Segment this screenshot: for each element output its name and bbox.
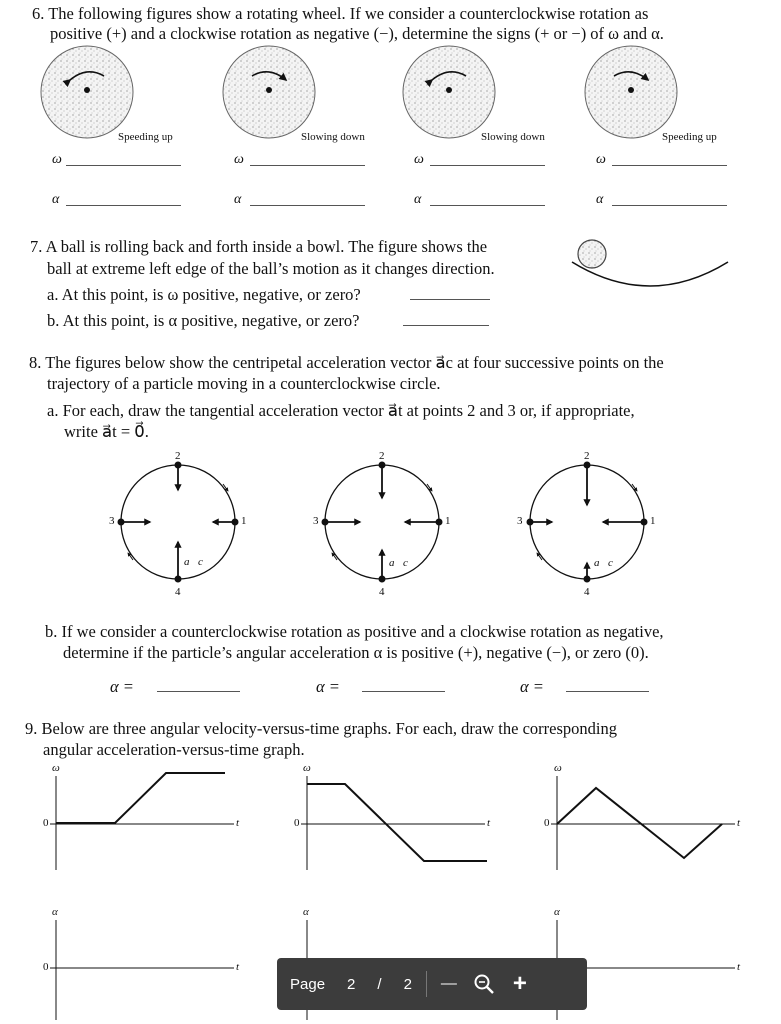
fig1-point-1: 1 xyxy=(241,515,247,527)
q8-b-line2: determine if the particle’s angular acceleration α is positive (+), negative (−), or zero (0). xyxy=(63,643,649,662)
omega-graph-1 xyxy=(50,773,234,870)
zoom-icon xyxy=(473,973,495,995)
alpha-symbol-1: α xyxy=(52,192,60,207)
zoom-in-button[interactable]: + xyxy=(512,970,527,997)
omega-symbol-4: ω xyxy=(596,152,606,167)
bowl-figure xyxy=(572,240,728,286)
fig2-point-1: 1 xyxy=(445,515,451,527)
omega-axis-label-1: ω xyxy=(52,762,60,774)
page-toolbar xyxy=(277,958,587,1010)
omega-zero-label-3: 0 xyxy=(544,817,550,829)
alpha-graph-1 xyxy=(50,920,234,1020)
fig2-point-2: 2 xyxy=(379,450,385,462)
current-page-input[interactable]: 2 xyxy=(347,975,356,993)
fig2-point-4: 4 xyxy=(379,586,385,598)
q7-line1: 7. A ball is rolling back and forth inside a bowl. The figure shows the xyxy=(30,237,488,256)
circle-figure-3 xyxy=(527,462,648,583)
alpha-eq-answer-1[interactable] xyxy=(157,690,240,692)
alpha-axis-label-3: α xyxy=(554,906,560,918)
alpha-symbol-2: α xyxy=(234,192,242,207)
wheel-2-label: Slowing down xyxy=(301,131,365,143)
omega-answer-2[interactable] xyxy=(250,164,365,166)
q8-a-line2: write a⃗t = 0⃗. xyxy=(64,422,149,441)
alpha-axis-label-2: α xyxy=(303,906,309,918)
omega-zero-label-1: 0 xyxy=(43,817,49,829)
circle-figure-2 xyxy=(322,462,443,583)
q7-answer-b[interactable] xyxy=(403,324,489,326)
q7-answer-a[interactable] xyxy=(410,298,490,300)
wheel-4 xyxy=(585,46,677,138)
zoom-out-button[interactable]: — xyxy=(440,975,457,992)
omega-t-label-2: t xyxy=(487,817,491,829)
omega-answer-4[interactable] xyxy=(612,164,727,166)
alpha-symbol-4: α xyxy=(596,192,604,207)
q6-line2: positive (+) and a clockwise rotation as negative (−), determine the signs (+ or −) of ω and α. xyxy=(50,24,664,43)
omega-symbol-2: ω xyxy=(234,152,244,167)
fig3-point-3: 3 xyxy=(517,515,523,527)
q7-line2: ball at extreme left edge of the ball’s motion as it changes direction. xyxy=(47,259,495,278)
alpha-answer-3[interactable] xyxy=(430,204,545,206)
omega-graph-3 xyxy=(551,776,735,870)
total-pages: 2 xyxy=(403,975,412,993)
omega-answer-3[interactable] xyxy=(430,164,545,166)
omega-t-label-1: t xyxy=(236,817,240,829)
alpha-symbol-3: α xyxy=(414,192,422,207)
omega-graph-2 xyxy=(301,776,487,870)
alpha-zero-label-1: 0 xyxy=(43,961,49,973)
q8-b-line1: b. If we consider a counterclockwise rotation as positive and a clockwise rotation as negative, xyxy=(45,622,664,641)
wheel-4-label: Speeding up xyxy=(662,131,717,143)
fig3-vector-label: a⃗c xyxy=(594,557,613,569)
q7-part-b: b. At this point, is α positive, negative, or zero? xyxy=(47,311,360,330)
alpha-eq-1: α = xyxy=(110,677,134,696)
alpha-eq-3: α = xyxy=(520,677,544,696)
omega-t-label-3: t xyxy=(737,817,741,829)
q8-line2: trajectory of a particle moving in a counterclockwise circle. xyxy=(47,374,441,393)
fig3-point-4: 4 xyxy=(584,586,590,598)
q8-a-line1: a. For each, draw the tangential acceleration vector a⃗t at points 2 and 3 or, if appropriate, xyxy=(47,401,635,420)
fig1-vector-label: a⃗c xyxy=(184,556,203,568)
fig1-point-2: 2 xyxy=(175,450,181,462)
fig2-point-3: 3 xyxy=(313,515,319,527)
omega-zero-label-2: 0 xyxy=(294,817,300,829)
omega-axis-label-3: ω xyxy=(554,762,562,774)
alpha-answer-2[interactable] xyxy=(250,204,365,206)
omega-axis-label-2: ω xyxy=(303,762,311,774)
fig2-vector-label: a⃗c xyxy=(389,557,408,569)
q6-line1: 6. The following figures show a rotating wheel. If we consider a counterclockwise rotation as xyxy=(32,4,649,23)
alpha-answer-1[interactable] xyxy=(66,204,181,206)
omega-symbol-1: ω xyxy=(52,152,62,167)
toolbar-divider xyxy=(426,971,427,997)
alpha-t-label-1: t xyxy=(236,961,240,973)
q7-part-a: a. At this point, is ω positive, negative, or zero? xyxy=(47,285,361,304)
fig1-point-3: 3 xyxy=(109,515,115,527)
wheel-1 xyxy=(41,46,133,138)
wheel-1-label: Speeding up xyxy=(118,131,173,143)
alpha-eq-answer-2[interactable] xyxy=(362,690,445,692)
fig3-point-2: 2 xyxy=(584,450,590,462)
q8-line1: 8. The figures below show the centripetal acceleration vector a⃗c at four successive points on the xyxy=(29,353,664,372)
q9-line1: 9. Below are three angular velocity-versus-time graphs. For each, draw the corresponding xyxy=(25,719,617,738)
wheel-3 xyxy=(403,46,495,138)
page-separator: / xyxy=(377,975,382,993)
wheel-2 xyxy=(223,46,315,138)
alpha-axis-label-1: α xyxy=(52,906,58,918)
page-label: Page xyxy=(290,975,326,993)
omega-symbol-3: ω xyxy=(414,152,424,167)
alpha-eq-answer-3[interactable] xyxy=(566,690,649,692)
fig3-point-1: 1 xyxy=(650,515,656,527)
omega-answer-1[interactable] xyxy=(66,164,181,166)
alpha-answer-4[interactable] xyxy=(612,204,727,206)
circle-figure-1 xyxy=(118,462,239,583)
fig1-point-4: 4 xyxy=(175,586,181,598)
alpha-eq-2: α = xyxy=(316,677,340,696)
q9-line2: angular acceleration-versus-time graph. xyxy=(43,740,305,759)
alpha-t-label-3: t xyxy=(737,961,741,973)
wheel-3-label: Slowing down xyxy=(481,131,545,143)
